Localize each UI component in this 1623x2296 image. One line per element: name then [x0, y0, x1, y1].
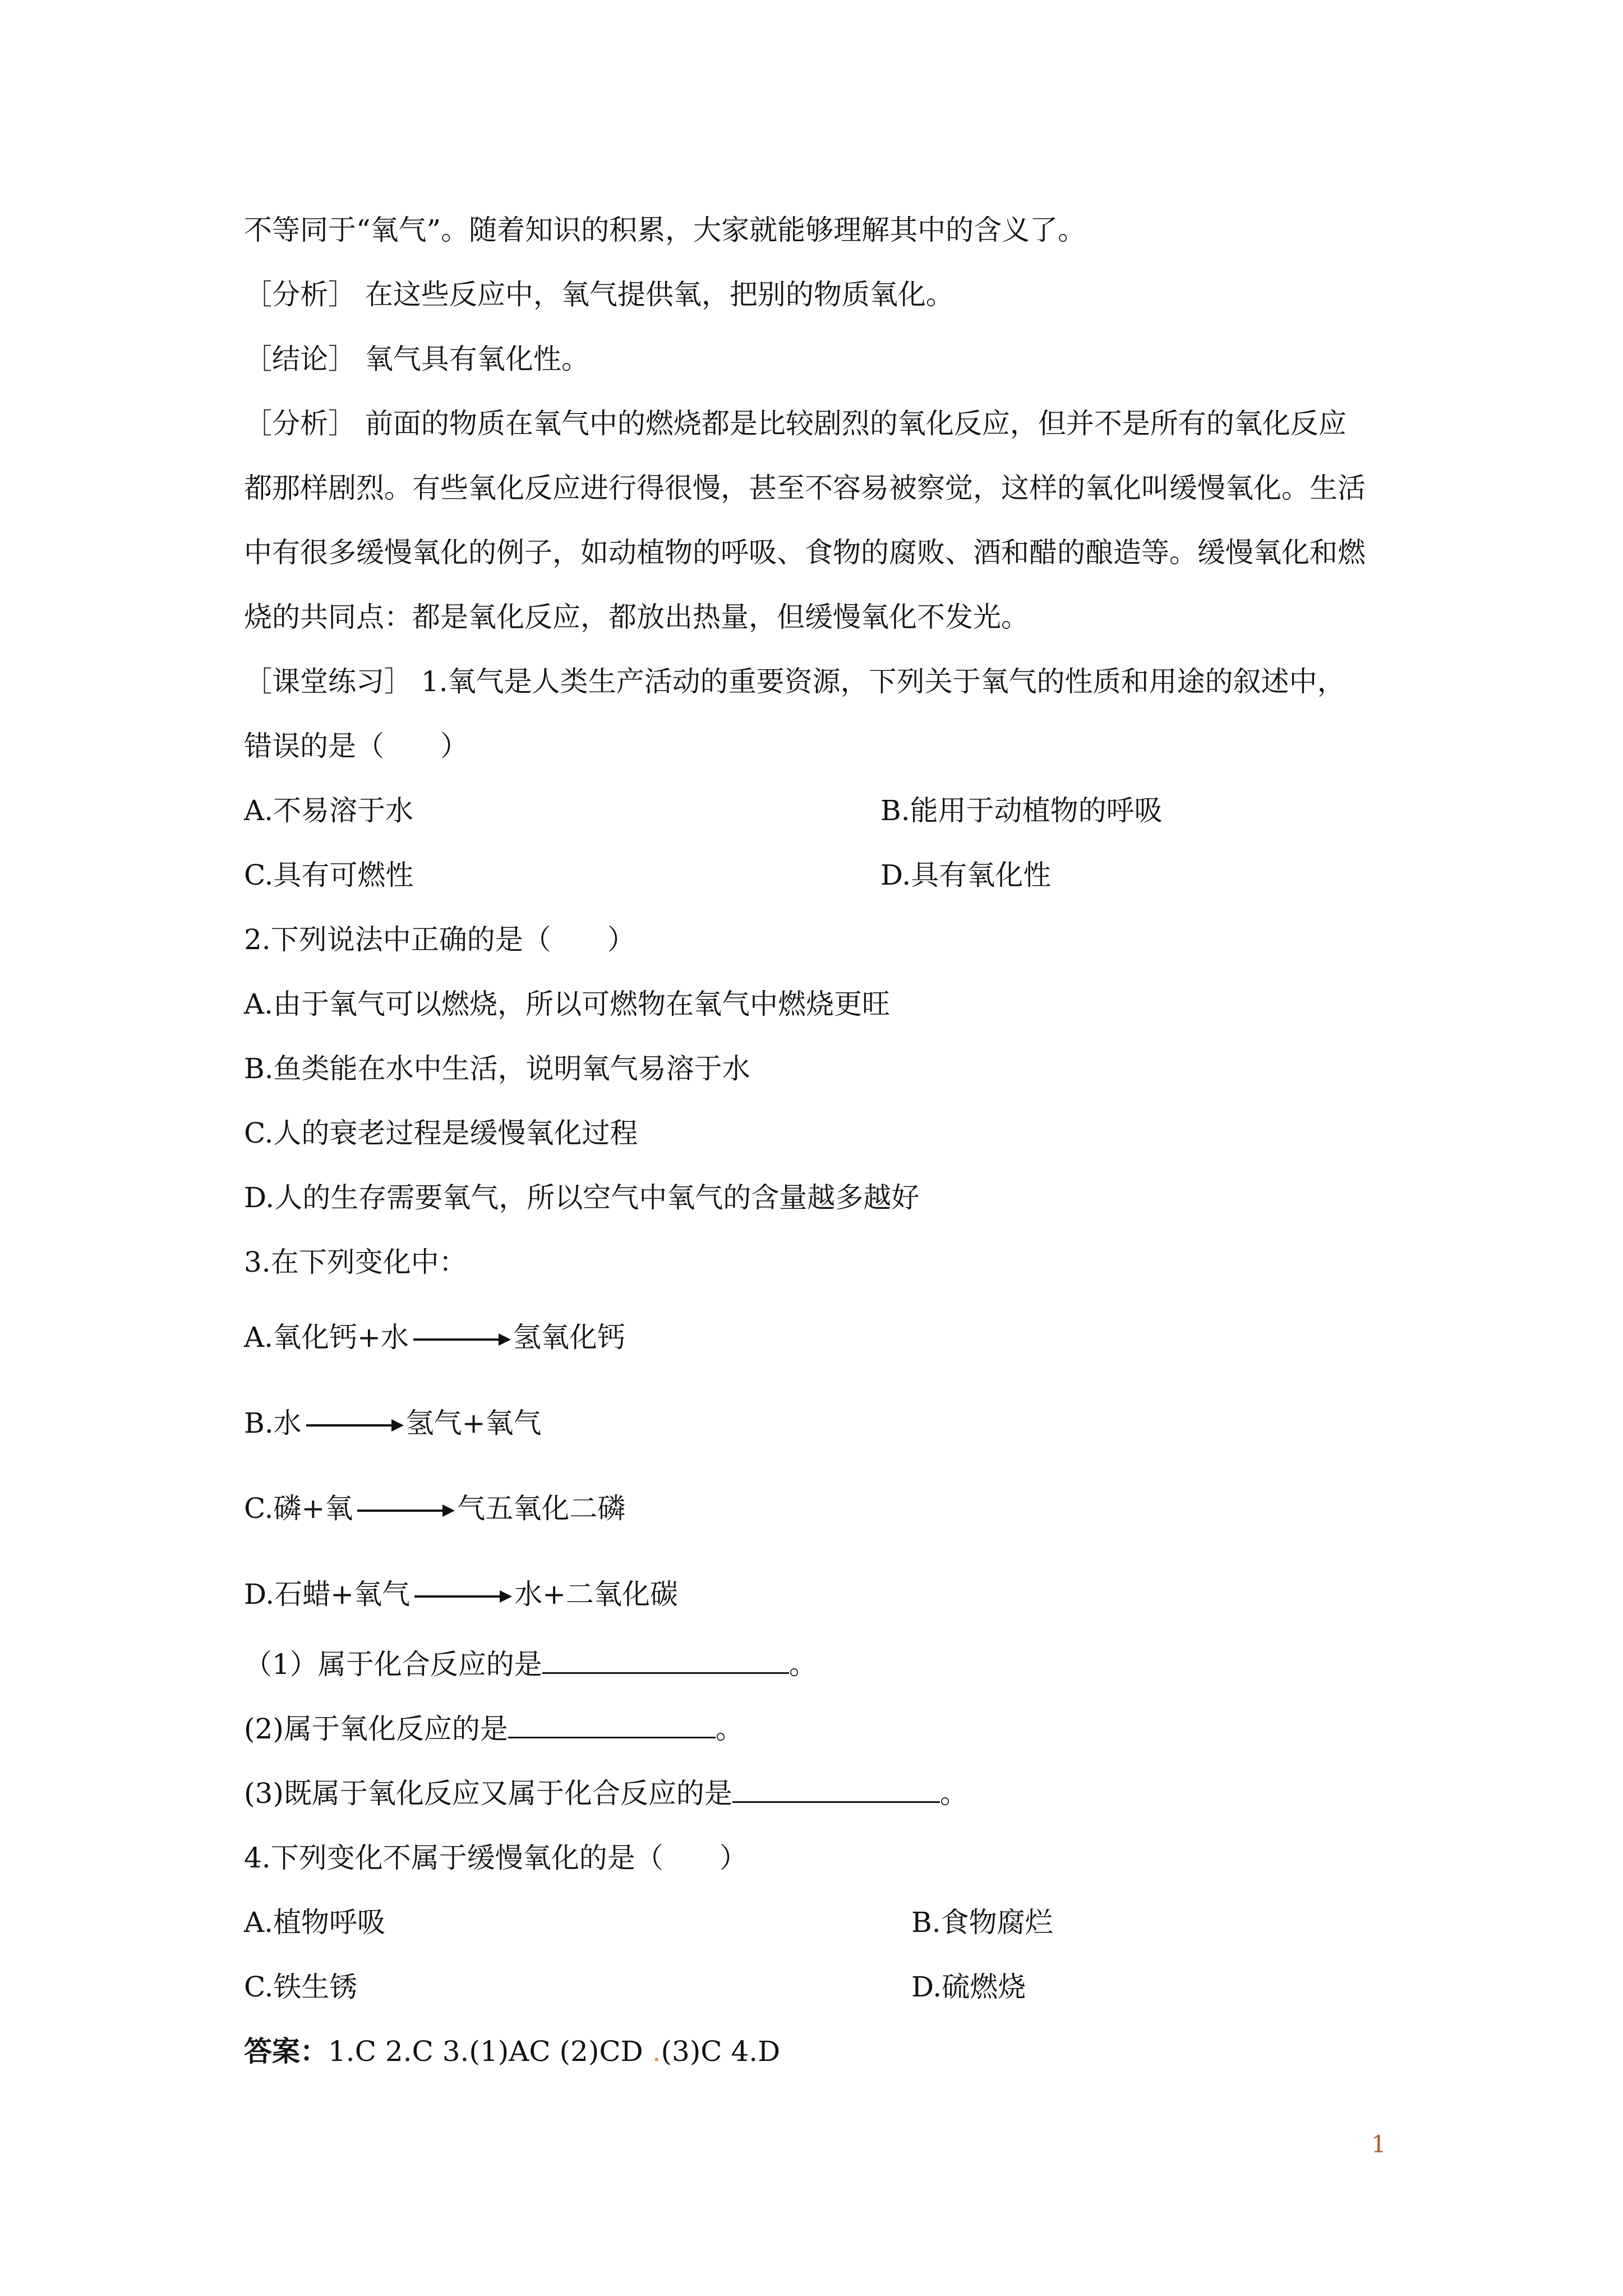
question-2-option-a: A.由于氧气可以燃烧，所以可燃物在氧气中燃烧更旺: [244, 988, 891, 1020]
paragraph-intro: 不等同于“氧气”。随着知识的积累，大家就能够理解其中的含义了。: [244, 214, 1086, 246]
question-3-subquestion-2: [244, 1711, 744, 1747]
question-4-option-a: A.植物呼吸: [244, 1906, 386, 1939]
question-4-option-d: D.硫燃烧: [911, 1971, 1026, 2003]
question-1-option-b: B.能用于动植物的呼吸: [880, 794, 1163, 827]
answer-blank: [508, 1714, 716, 1738]
question-1-option-c: C.具有可燃性: [244, 859, 414, 891]
reaction-a-products: 氢氧化钙: [513, 1321, 625, 1354]
reaction-d-products: 水+二氧化碳: [514, 1578, 678, 1611]
question-3-subquestion-1: [244, 1646, 817, 1682]
question-1-stem-line-2: 错误的是（ ）: [244, 730, 468, 762]
paragraph-analysis-2-line-2: 都那样剧烈。有些氧化反应进行得很慢，甚至不容易被察觉，这样的氧化叫缓慢氧化。生活: [244, 472, 1366, 504]
question-3-stem: 3.在下列变化中：: [244, 1246, 467, 1278]
reaction-c-products: 气五氧化二磷: [457, 1492, 626, 1525]
question-1-stem-line-1: ［课堂练习］ 1.氧气是人类生产活动的重要资源，下列关于氧气的性质和用途的叙述中，: [244, 665, 1345, 698]
question-4-option-b: B.食物腐烂: [911, 1906, 1053, 1939]
question-3-reaction-c: [244, 1490, 625, 1526]
subquestion-1-end: 。: [789, 1648, 817, 1681]
question-2-option-c: C.人的衰老过程是缓慢氧化过程: [244, 1117, 638, 1149]
question-2-option-b: B.鱼类能在水中生活，说明氧气易溶于水: [244, 1052, 750, 1085]
question-1-option-a: A.不易溶于水: [244, 794, 414, 827]
subquestion-3-text: (3)既属于氧化反应又属于化合反应的是: [244, 1777, 732, 1810]
question-3-reaction-b: [244, 1405, 542, 1441]
question-4-option-c: C.铁生锈: [244, 1971, 358, 2003]
question-3-subquestion-3: [244, 1775, 968, 1811]
answer-key: [244, 2033, 780, 2069]
question-3-reaction-a: [244, 1319, 625, 1355]
page-number: 1: [1371, 2131, 1386, 2158]
reaction-b-products: 氢气+氧气: [405, 1407, 542, 1439]
answer-blank: [542, 1650, 789, 1674]
reaction-arrow: [413, 1338, 509, 1341]
question-1-option-d: D.具有氧化性: [880, 859, 1052, 891]
reaction-arrow: [306, 1424, 402, 1427]
subquestion-1-text: （1）属于化合反应的是: [244, 1648, 542, 1681]
reaction-a-reactants: A.氧化钙+水: [244, 1321, 409, 1354]
subquestion-2-end: 。: [715, 1713, 744, 1745]
paragraph-conclusion: ［结论］ 氧气具有氧化性。: [244, 343, 589, 375]
answer-label: 答案：: [244, 2035, 328, 2068]
paragraph-analysis-1: ［分析］ 在这些反应中，氧气提供氧，把别的物质氧化。: [244, 278, 954, 311]
answer-text-1: 1.C 2.C 3.(1)AC (2)CD: [328, 2035, 652, 2068]
reaction-arrow: [414, 1595, 510, 1598]
reaction-c-reactants: C.磷+氧: [244, 1492, 353, 1525]
paragraph-analysis-2-line-3: 中有很多缓慢氧化的例子，如动植物的呼吸、食物的腐败、酒和醋的酿造等。缓慢氧化和燃: [244, 536, 1366, 569]
reaction-b-reactants: B.水: [244, 1407, 302, 1439]
question-2-stem: 2.下列说法中正确的是（ ）: [244, 923, 635, 956]
reaction-d-reactants: D.石蜡+氧气: [244, 1578, 411, 1611]
subquestion-3-end: 。: [939, 1777, 968, 1810]
reaction-arrow: [357, 1510, 453, 1512]
paragraph-analysis-2-line-4: 烧的共同点：都是氧化反应，都放出热量，但缓慢氧化不发光。: [244, 601, 1029, 633]
question-2-option-d: D.人的生存需要氧气，所以空气中氧气的含量越多越好: [244, 1181, 920, 1214]
question-3-reaction-d: [244, 1576, 678, 1612]
answer-blank: [732, 1779, 940, 1803]
answer-text-2: (3)C 4.D: [661, 2035, 781, 2068]
subquestion-2-text: (2)属于氧化反应的是: [244, 1713, 508, 1745]
question-4-stem: 4.下列变化不属于缓慢氧化的是（ ）: [244, 1842, 748, 1874]
paragraph-analysis-2-line-1: ［分析］ 前面的物质在氧气中的燃烧都是比较剧烈的氧化反应，但并不是所有的氧化反应: [244, 407, 1347, 440]
answer-dot: .: [652, 2035, 661, 2068]
